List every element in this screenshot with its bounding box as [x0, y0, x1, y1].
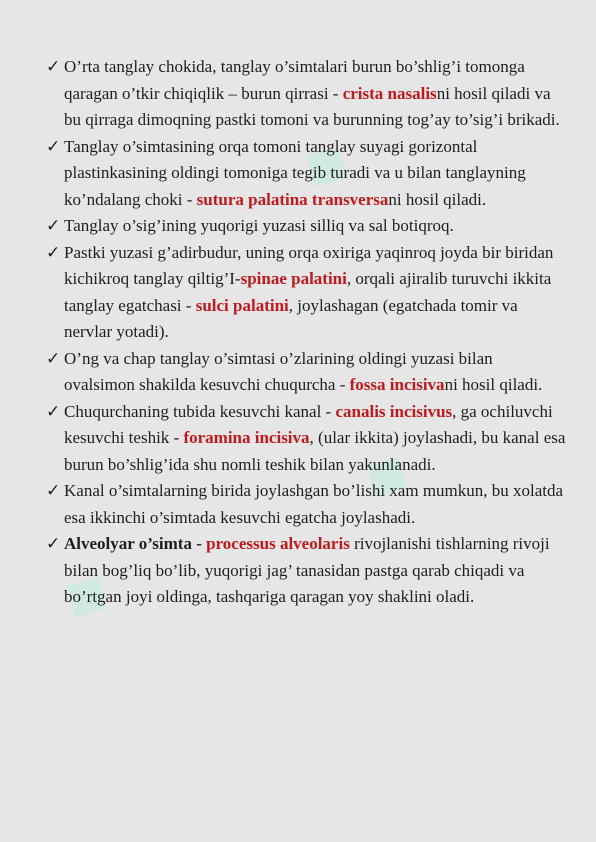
item-text: Tanglay o’sig’ining yuqorigi yuzasi silliq va sal botiqroq. — [64, 216, 454, 235]
latin-term: fossa incisiva — [349, 375, 445, 394]
item-text: Chuqurchaning tubida kesuvchi kanal - — [64, 401, 336, 421]
latin-term: sutura palatina transversa — [196, 189, 389, 209]
latin-term: spinae palatini — [240, 269, 347, 288]
list-item — [46, 346, 566, 399]
item-text: Alveolyar o’simta - — [64, 534, 207, 553]
checkmark-icon: ✓ — [46, 216, 61, 235]
checkmark-icon: ✓ — [46, 348, 61, 368]
latin-term: foramina incisiva — [183, 428, 310, 447]
watermark-shape: ◆ — [341, 437, 425, 513]
item-text: Pastki yuzasi g’adirbudur, uning orqa oxiriga yaqinroq joyda bir biridan kichikroq tanglay qiltig’I- — [64, 242, 554, 288]
checkmark-icon: ✓ — [46, 57, 61, 76]
item-text: rivojlanishi tishlarning rivoji bilan bog’liq bo’lib, yuqorigi jag’ tanasidan pastga qarab chiqadi va bo’rtgan joyi oldinga, tashqariga qaragan yoy shaklini oladi. — [64, 534, 550, 606]
list-item — [46, 531, 566, 611]
watermark-shape: ◆ — [41, 557, 125, 633]
checkmark-icon: ✓ — [46, 481, 61, 500]
item-text: , ga ochiluvchi kesuvchi teshik - — [64, 401, 553, 447]
item-text: O’rta tanglay chokida, tanglay o’simtalari burun bo’shlig’i tomonga qaragan o’tkir chiqiqlik – burun qirrasi - — [64, 57, 525, 103]
item-text: ni hosil qiladi. — [444, 375, 543, 394]
list-item — [46, 478, 566, 531]
checkmark-icon: ✓ — [46, 242, 61, 262]
item-text: ni hosil qiladi va bu qirraga dimoqning pastki tomoni va burunning tog’ay to’sig’i brikadi. — [64, 83, 560, 129]
latin-term: canalis incisivus — [335, 401, 453, 421]
latin-term: processus alveolaris — [206, 534, 350, 553]
checkmark-icon: ✓ — [46, 136, 61, 156]
list-item — [46, 399, 566, 479]
item-text: , (ular ikkita) joylashadi, bu kanal esa burun bo’shlig’ida shu nomli teshik bilan yakunlanadi. — [64, 428, 566, 474]
item-text: , joylashagan (egatchada tomir va nervlar yotadi). — [64, 295, 518, 341]
item-text: Tanglay o’simtasining orqa tomoni tanglay suyagi gorizontal plastinkasining oldingi tomoniga tegib turadi va u bilan tanglayning ko’ndalang choki - — [64, 136, 526, 209]
item-text: Kanal o’simtalarning birida joylashgan bo’lishi xam mumkun, bu xolatda esa ikkinchi o’simtada kesuvchi egatcha joylashadi. — [64, 481, 564, 527]
list-item — [46, 54, 566, 134]
checkmark-icon: ✓ — [46, 401, 61, 421]
item-text: ni hosil qiladi. — [388, 189, 487, 209]
list-item — [46, 134, 566, 214]
list-item — [46, 240, 566, 346]
latin-term: crista nasalis — [342, 83, 437, 103]
bullet-list — [46, 54, 566, 611]
watermark-shape: ◆ — [281, 127, 365, 203]
checkmark-icon: ✓ — [46, 534, 61, 553]
item-text: O’ng va chap tanglay o’simtasi o’zlarining oldingi yuzasi bilan ovalsimon shakilda kesuvchi chuqurcha - — [64, 348, 493, 394]
list-item — [46, 213, 566, 240]
latin-term: sulci palatini — [195, 295, 289, 315]
item-text: , orqali ajiralib turuvchi ikkita tanglay egatchasi - — [64, 269, 552, 315]
